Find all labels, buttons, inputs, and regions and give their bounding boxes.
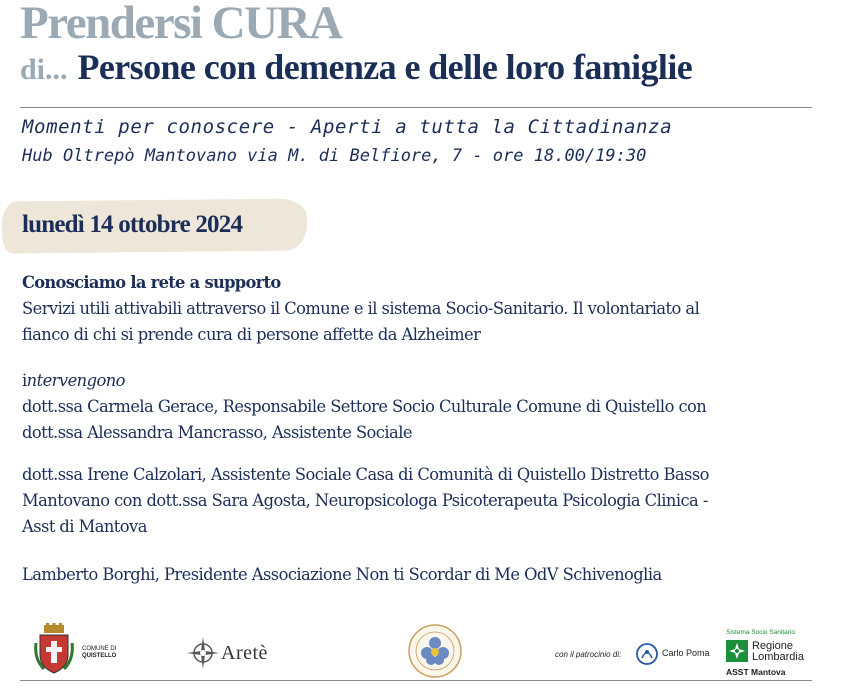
quistello-label: COMUNE DI QUISTELLO — [82, 646, 117, 659]
topic-block — [22, 270, 837, 348]
speaker-line: dott.ssa Irene Calzolari, Assistente Sociale Casa di Comunità di Quistello Distretto Basso — [22, 465, 709, 484]
topic-desc-line: fianco di chi si prende cura di persone affette da Alzheimer — [22, 325, 481, 344]
regione-logo — [726, 640, 748, 666]
event-date: lunedì 14 ottobre 2024 — [22, 211, 243, 238]
top-divider — [20, 107, 812, 108]
topic-title: Conosciamo la rete a supporto — [22, 273, 281, 292]
title-line2 — [20, 44, 692, 98]
title-main: Persone con demenza e delle loro famiglie — [77, 47, 693, 87]
association-seal-icon — [407, 623, 463, 679]
arete-compass-icon — [187, 637, 219, 669]
regione-lombardia-logo-icon — [726, 640, 748, 662]
asst-mantova-label: ASST Mantova — [726, 667, 786, 677]
arete-logo — [187, 637, 219, 673]
speaker-line: Lamberto Borghi, Presidente Associazione Non ti Scordar di Me OdV Schivenoglia — [22, 565, 662, 584]
quistello-logo — [34, 623, 74, 679]
carlo-poma-name: Carlo Poma — [662, 648, 710, 658]
speakers-group-2 — [22, 462, 837, 540]
association-logo — [407, 623, 463, 683]
regione-name: Regione Lombardia — [752, 640, 804, 663]
location-line: Hub Oltrepò Mantovano via M. di Belfiore, 7 - ore 18.00/19:30 — [22, 146, 647, 166]
subtitle: Momenti per conoscere - Aperti a tutta la Cittadinanza — [22, 116, 673, 138]
speaker-line: dott.ssa Carmela Gerace, Responsabile Settore Socio Culturale Comune di Quistello con — [22, 397, 707, 416]
speaker-line: Mantovano con dott.ssa Sara Agosta, Neuropsicologa Psicoterapeuta Psicologia Clinica - — [22, 491, 708, 510]
speakers-group-3 — [22, 562, 837, 588]
title-line1: Prendersi CURA — [20, 0, 342, 49]
quistello-coat-of-arms-icon — [34, 623, 74, 675]
patrocinio-label: con il patrocinio di: — [555, 650, 622, 659]
speaker-line: dott.ssa Alessandra Mancrasso, Assistente Sociale — [22, 423, 412, 442]
footer-logos — [0, 615, 861, 681]
carlo-poma-logo — [636, 643, 658, 669]
bottom-divider — [20, 680, 812, 681]
topic-desc-line: Servizi utili attivabili attraverso il Comune e il sistema Socio-Sanitario. Il volontariato al — [22, 299, 700, 318]
speakers-group-1 — [22, 368, 837, 446]
speaker-line: Asst di Mantova — [22, 517, 147, 536]
sistema-label: Sistema Socio Sanitario — [726, 629, 796, 636]
carlo-poma-logo-icon — [636, 643, 658, 665]
title-prefix: di... — [20, 53, 68, 86]
arete-name: Aretè — [221, 642, 268, 664]
speakers-heading: intervengono — [22, 371, 125, 390]
